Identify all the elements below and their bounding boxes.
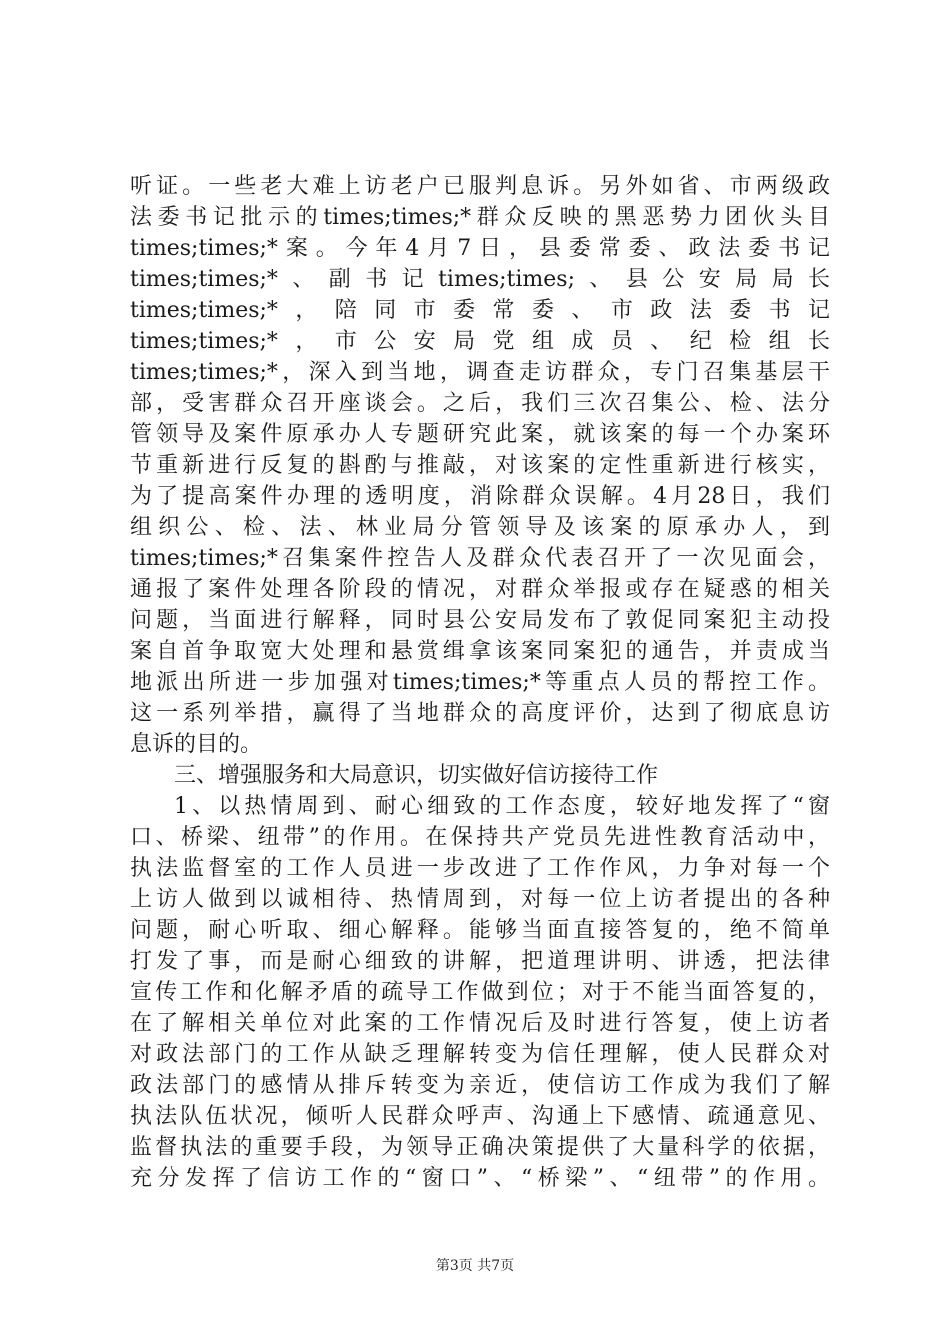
subsection-first-line: 1、以热情周到、耐心细致的工作态度，较好地发挥了“窗 (174, 794, 830, 819)
text-line: 法委书记批示的times;times;*群众反映的黑恶势力团伙头目 (130, 205, 830, 230)
text-line: 听证。一些老大难上访老户已服判息诉。另外如省、市两级政 (130, 174, 830, 199)
text-line: 通报了案件处理各阶段的情况，对群众举报或存在疑惑的相关 (130, 577, 830, 602)
text-line: 对政法部门的工作从缺乏理解转变为信任理解，使人民群众对 (130, 1042, 830, 1067)
text-line: 部，受害群众召开座谈会。之后，我们三次召集公、检、法分 (130, 391, 830, 416)
text-line: 问题，当面进行解释，同时县公安局发布了敦促同案犯主动投 (130, 608, 830, 633)
text-line: 案自首争取宽大处理和悬赏缉拿该案同案犯的通告，并责成当 (130, 639, 830, 664)
text-line: 为了提高案件办理的透明度，消除群众误解。4月28日，我们 (130, 484, 830, 509)
text-line: 问题，耐心听取、细心解释。能够当面直接答复的，绝不简单 (130, 918, 830, 943)
text-line: 节重新进行反复的斟酌与推敲，对该案的定性重新进行核实， (130, 453, 830, 478)
text-line: 地派出所进一步加强对times;times;*等重点人员的帮控工作。 (130, 670, 830, 695)
text-line: 执法队伍状况，倾听人民群众呼声、沟通上下感情、疏通意见、 (130, 1104, 830, 1129)
text-line: 上访人做到以诚相待、热情周到，对每一位上访者提出的各种 (130, 887, 830, 912)
page-number-footer: 第3页 共7页 (435, 1258, 515, 1274)
text-line: times;times;*案。今年4月7日，县委常委、政法委书记 (130, 236, 830, 261)
text-line: 充分发挥了信访工作的“窗口”、“桥梁”、“纽带”的作用。 (130, 1166, 830, 1191)
text-line: times;times;*召集案件控告人及群众代表召开了一次见面会， (130, 546, 830, 571)
text-line: 这一系列举措，赢得了当地群众的高度评价，达到了彻底息访 (130, 701, 830, 726)
text-line: 组织公、检、法、林业局分管领导及该案的原承办人，到 (130, 515, 830, 540)
text-line: 管领导及案件原承办人专题研究此案，就该案的每一个办案环 (130, 422, 830, 447)
text-line: 执法监督室的工作人员进一步改进了工作作风，力争对每一个 (130, 856, 830, 881)
text-line: 打发了事，而是耐心细致的讲解，把道理讲明、讲透，把法律 (130, 949, 830, 974)
text-line: times;times;*、副书记times;times;、县公安局局长 (130, 267, 830, 292)
document-body (130, 171, 830, 1194)
text-line: times;times;*，市公安局党组成员、纪检组长 (130, 329, 830, 354)
section-heading: 三、增强服务和大局意识，切实做好信访接待工作 (174, 763, 659, 788)
text-line: 监督执法的重要手段，为领导正确决策提供了大量科学的依据， (130, 1135, 830, 1160)
text-line: 在了解相关单位对此案的工作情况后及时进行答复，使上访者 (130, 1011, 830, 1036)
text-line: 口、桥梁、纽带”的作用。在保持共产党员先进性教育活动中， (130, 825, 830, 850)
text-line: 宣传工作和化解矛盾的疏导工作做到位；对于不能当面答复的， (130, 980, 830, 1005)
paragraph-end-line: 息诉的目的。 (130, 732, 263, 757)
text-line: 政法部门的感情从排斥转变为亲近，使信访工作成为我们了解 (130, 1073, 830, 1098)
text-line: times;times;*，陪同市委常委、市政法委书记 (130, 298, 830, 323)
text-line: times;times;*，深入到当地，调查走访群众，专门召集基层干 (130, 360, 830, 385)
